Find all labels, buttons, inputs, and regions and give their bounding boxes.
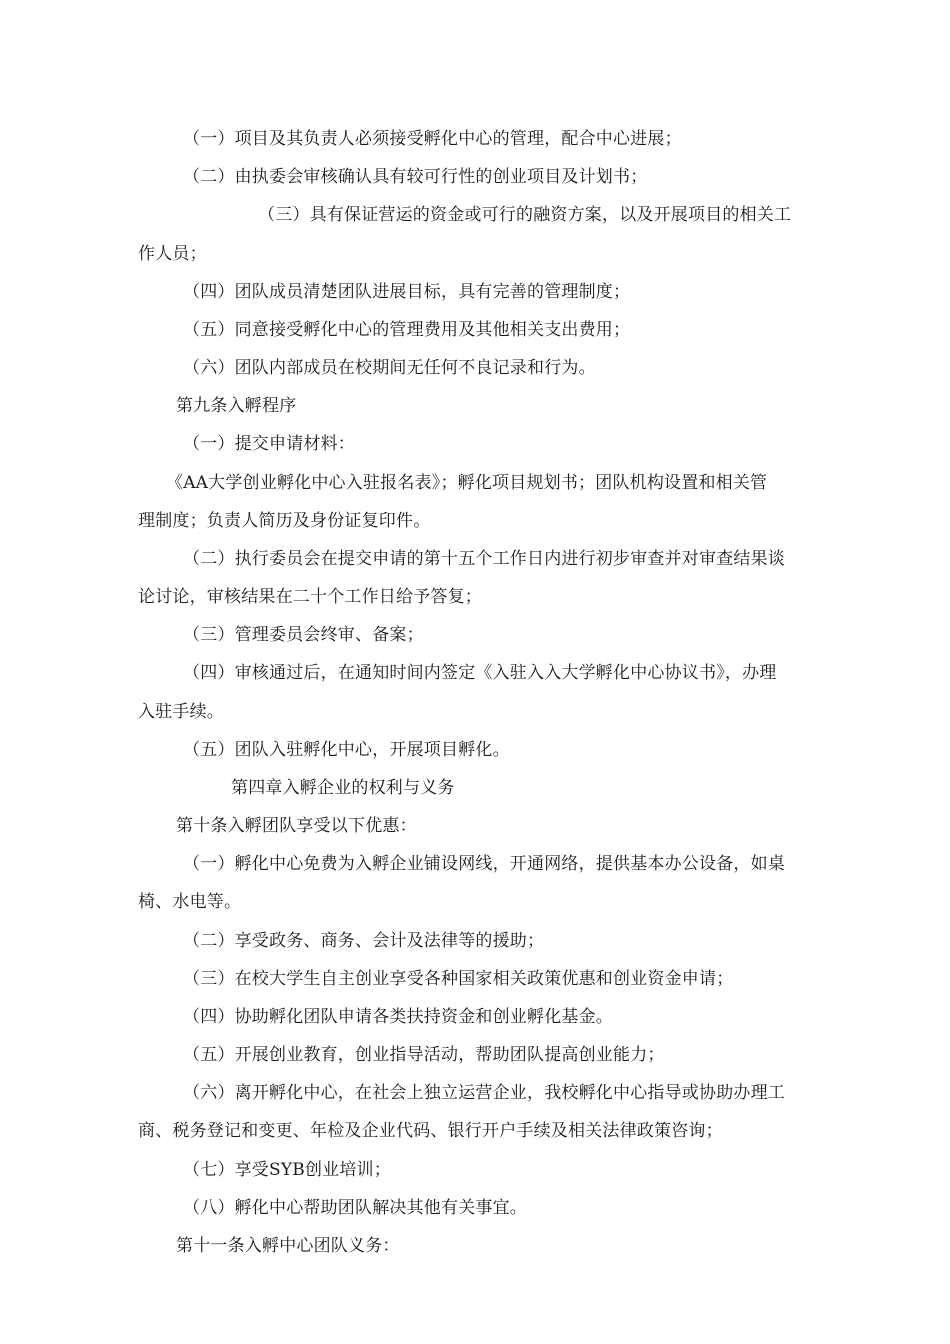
- article-heading: 第十条入孵团队享受以下优惠：: [176, 816, 417, 836]
- text-line: （五）团队入驻孵化中心，开展项目孵化。: [183, 740, 510, 760]
- text-line: （三）具有保证营运的资金或可行的融资方案，以及开展项目的相关工: [258, 205, 792, 225]
- article-heading: 第九条入孵程序: [176, 396, 297, 416]
- text-line: （二）由执委会审核确认具有较可行性的创业项目及计划书；: [183, 167, 648, 187]
- text-line: （三）管理委员会终审、备案；: [183, 625, 424, 645]
- text-line: （一）孵化中心免费为入孵企业铺设网线，开通网络，提供基本办公设备，如桌: [183, 854, 785, 874]
- text-line: （二）执行委员会在提交申请的第十五个工作日内进行初步审查并对审查结果谈: [183, 549, 785, 569]
- text-line: 论讨论，审核结果在二十个工作日给予答复；: [138, 587, 482, 607]
- text-line: （八）孵化中心帮助团队解决其他有关事宜。: [183, 1198, 527, 1218]
- text-line: （七）享受SYB创业培训；: [183, 1160, 391, 1180]
- text-line: （四）协助孵化团队申请各类扶持资金和创业孵化基金。: [183, 1007, 613, 1027]
- text-line: （一）项目及其负责人必须接受孵化中心的管理，配合中心进展；: [183, 129, 682, 149]
- text-line: 入驻手续。: [138, 702, 224, 722]
- chapter-heading: 第四章入孵企业的权利与义务: [231, 778, 455, 798]
- text-line: 椅、水电等。: [138, 892, 242, 912]
- text-line: （五）开展创业教育，创业指导活动，帮助团队提高创业能力；: [183, 1045, 665, 1065]
- text-line: （六）团队内部成员在校期间无任何不良记录和行为。: [183, 358, 596, 378]
- text-line: 作人员；: [138, 244, 207, 264]
- text-line: （三）在校大学生自主创业享受各种国家相关政策优惠和创业资金申请；: [183, 969, 734, 989]
- text-line: （四）团队成员清楚团队进展目标，具有完善的管理制度；: [183, 282, 631, 302]
- text-line: （五）同意接受孵化中心的管理费用及其他相关支出费用；: [183, 320, 631, 340]
- text-line: （四）审核通过后，在通知时间内签定《入驻入入大学孵化中心协议书》，办理: [183, 663, 777, 683]
- text-line: （二）享受政务、商务、会计及法律等的援助；: [183, 931, 545, 951]
- text-line: 商、税务登记和变更、年检及企业代码、银行开户手续及相关法律政策咨询；: [138, 1121, 723, 1141]
- text-line: 《AA大学创业孵化中心入驻报名表》；孵化项目规划书；团队机构设置和相关管: [166, 473, 768, 493]
- text-line: 理制度；负责人简历及身份证复印件。: [138, 511, 431, 531]
- text-line: （六）离开孵化中心，在社会上独立运营企业，我校孵化中心指导或协助办理工: [183, 1083, 785, 1103]
- text-line: （一）提交申请材料：: [183, 434, 355, 454]
- article-heading: 第十一条入孵中心团队义务：: [176, 1236, 400, 1256]
